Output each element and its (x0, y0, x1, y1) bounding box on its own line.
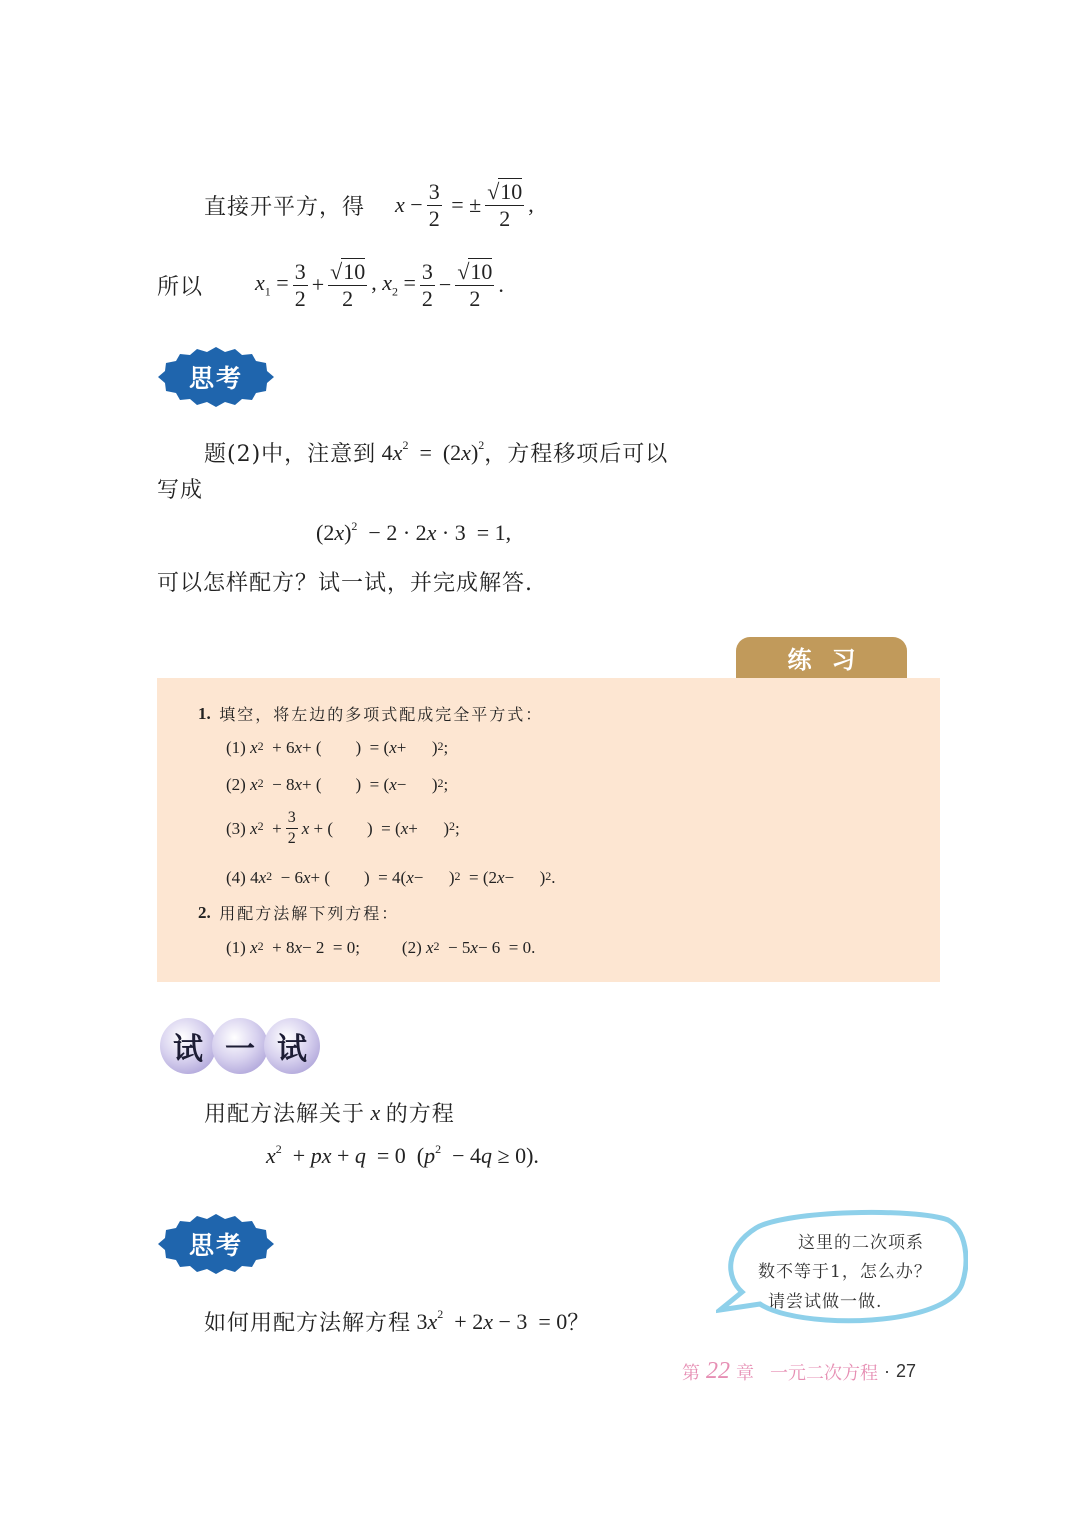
bubble-line-2: 数不等于1，怎么办？ (758, 1262, 932, 1282)
bubble-line-3: 请尝试做一做. (768, 1292, 883, 1312)
practice-q1: 1. 填空，将左边的多项式配成完全平方式： (198, 703, 544, 724)
footer-dot: · (884, 1361, 890, 1381)
think-paragraph-line3: 可以怎样配方？试一试，并完成解答. (157, 571, 533, 596)
try-equation: $x^2$ + px + q = 0 $(p^2 - 4q \ge 0)$. (266, 1141, 539, 1168)
practice-q2-items: (1) x $^2$ + 8 x − 2 = 0; (2) x $^2$ − 5 x − 6 = 0. (226, 938, 536, 957)
think-badge-2-label: 思考 (188, 1231, 243, 1260)
page-number: 27 (896, 1361, 917, 1381)
try-char-2: 一 (212, 1018, 268, 1074)
page-footer (682, 1358, 916, 1385)
think-badge-label: 思考 (188, 364, 243, 393)
practice-q2: 2. 用配方法解下列方程： (198, 902, 400, 923)
fraction-sqrt10-2: $\frac{√10}{2}$ (487, 179, 523, 231)
think-badge (157, 345, 275, 409)
try-char-1: 试 (160, 1018, 216, 1074)
chapter-prefix: 第 (682, 1362, 700, 1384)
think-equation: $(2x)^2 - 2 \cdot 2x \cdot 3 = 1$, (316, 518, 512, 545)
think-badge-2 (157, 1212, 275, 1276)
solution-line-1-text: 直接开平方，得 (204, 194, 366, 220)
practice-q1-item2: (2) x $^2$ − 8 x + ( ) = ( x − ) $^2$ ; (226, 775, 449, 794)
think2-question: 如何用配方法解方程 $3x^2 + 2x - 3 = 0$ ？ (204, 1307, 591, 1336)
think-paragraph-line1: 题(2)中，注意到 $4x^2 = (2x)^2$ ，方程移项后可以 (204, 438, 669, 467)
equation-sqrt: x − (395, 192, 423, 217)
bubble-line-1: 这里的二次项系 (798, 1233, 924, 1253)
hint-bubble (716, 1208, 968, 1326)
chapter-title: 一元二次方程 (770, 1362, 878, 1384)
solution-line-1: 直接开平方，得 x − $\frac{3}{2}$ = ± $\frac{√10}{2}$ , (204, 178, 534, 231)
practice-q1-item4: (4) 4 x $^2$ − 6 x + ( ) = 4( x − ) $^2$ = (2 x − ) $^2$ . (226, 868, 556, 887)
solution-line-2: 所以 $x_1$ = $\frac{3}{2}$ + $\frac{√10}{2}$ , $x_2$ = $\frac{3}{2}$ − $\frac{√10}{2}$ . (157, 258, 504, 311)
chapter-number: 22 (706, 1358, 730, 1384)
fraction-3-2: $\frac{3}{2}$ (428, 178, 440, 231)
solution-line-2-text: 所以 (157, 274, 204, 300)
try-text: 用配方法解关于 x 的方程 (204, 1099, 455, 1127)
roots-equation: $x_1$ = (255, 270, 289, 299)
try-char-3: 试 (264, 1018, 320, 1074)
think-paragraph-line2: 写成 (157, 478, 204, 503)
practice-q1-item3: (3) x $^2$ + $\frac{3}{2}$ x + ( ) = ( x + ) $^2$ ; (226, 809, 460, 847)
chapter-suffix: 章 (736, 1362, 754, 1384)
practice-q1-item1: (1) x $^2$ + 6 x + ( ) = ( x + ) $^2$ ; (226, 738, 449, 757)
practice-tab: 练习 (736, 637, 907, 678)
